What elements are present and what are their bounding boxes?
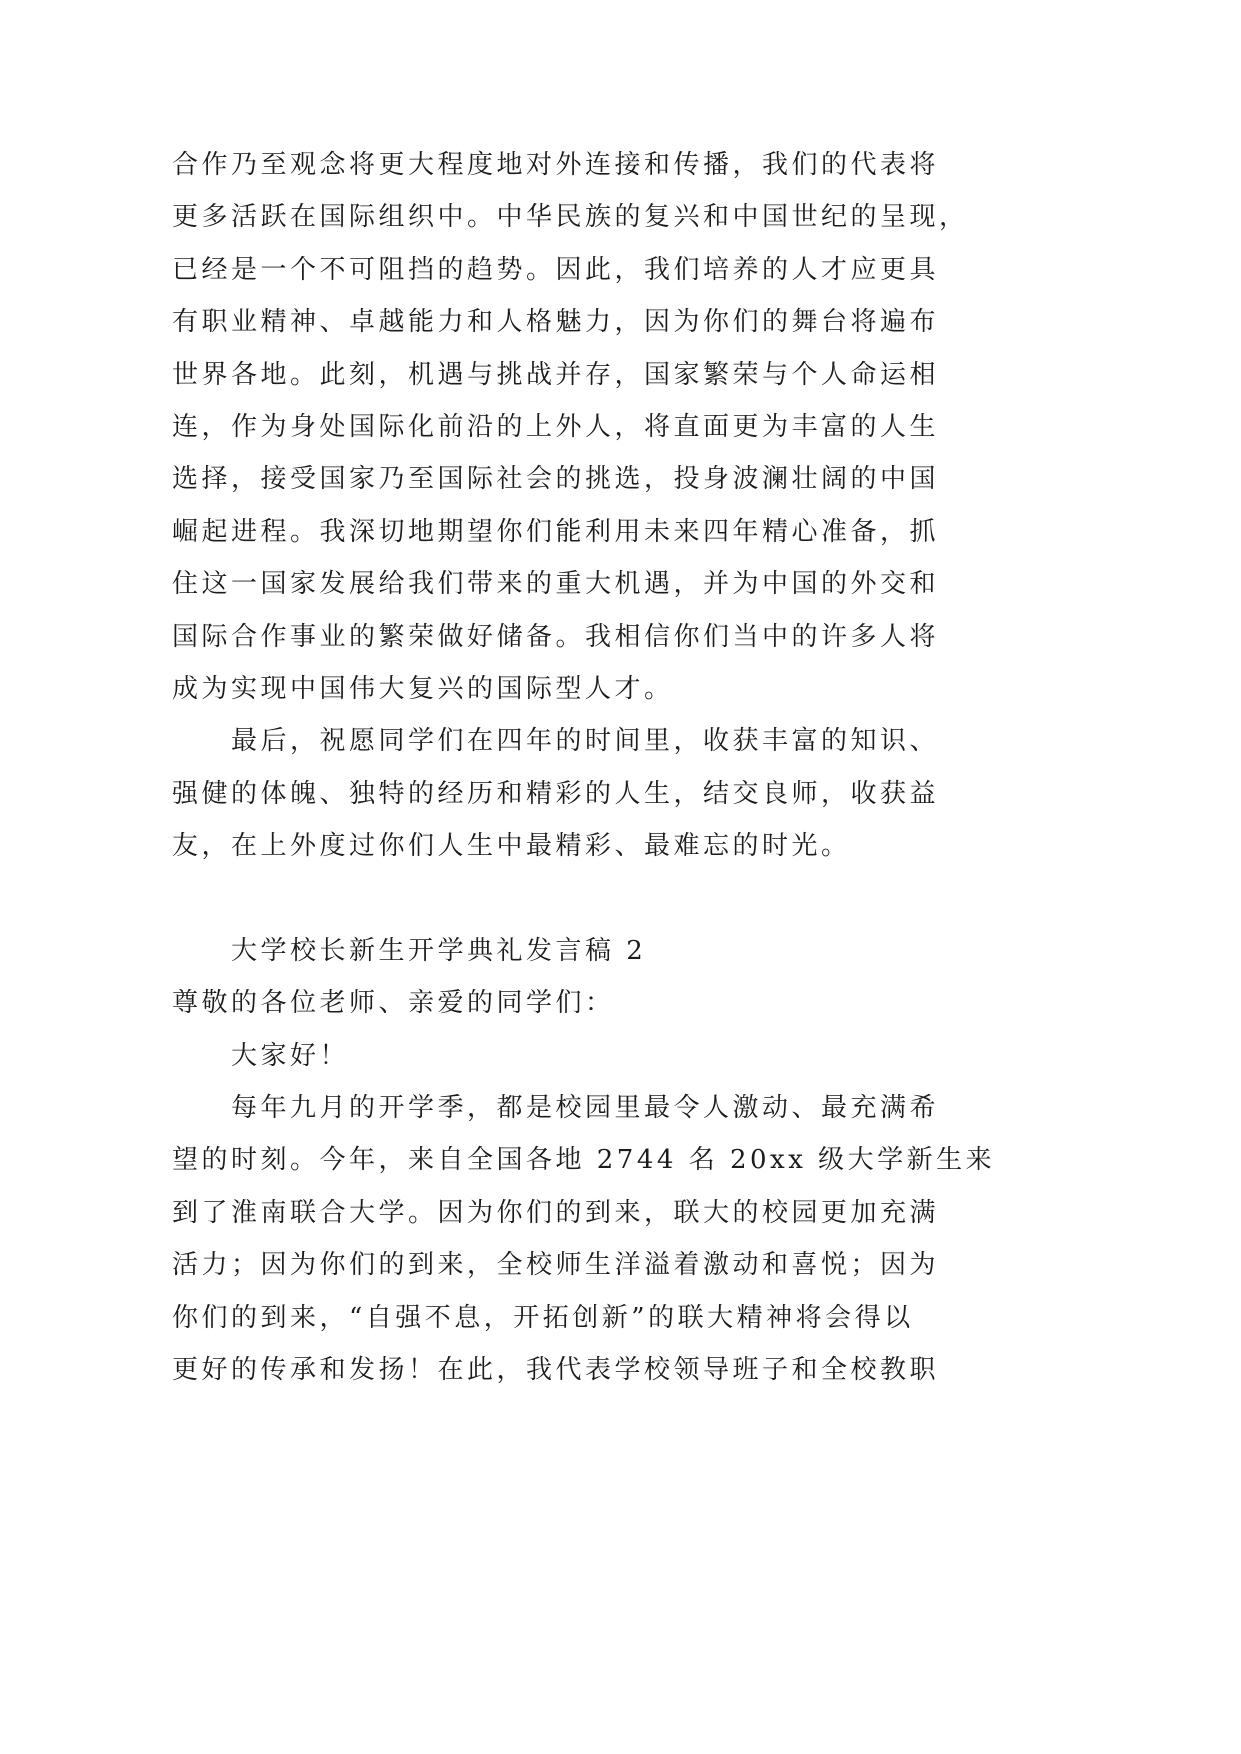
text-line: 更好的传承和发扬！在此，我代表学校领导班子和全校教职 <box>172 1354 940 1385</box>
salutation: 尊敬的各位老师、亲爱的同学们： <box>172 988 615 1019</box>
text-line: 世界各地。此刻，机遇与挑战并存，国家繁荣与个人命运相 <box>172 359 940 390</box>
speech-title: 大学校长新生开学典礼发言稿 2 <box>231 935 647 966</box>
text-line: 每年九月的开学季，都是校园里最令人激动、最充满希 <box>231 1093 940 1124</box>
text-line: 强健的体魄、独特的经历和精彩的人生，结交良师，收获益 <box>172 778 940 809</box>
text-line: 选择，接受国家乃至国际社会的挑选，投身波澜壮阔的中国 <box>172 464 940 495</box>
text-line: 到了淮南联合大学。因为你们的到来，联大的校园更加充满 <box>172 1197 940 1228</box>
paragraph-opening <box>172 1082 1072 1396</box>
text-line: 你们的到来，“自强不息，开拓创新”的联大精神将会得以 <box>172 1302 914 1333</box>
text-line: 望的时刻。今年，来自全国各地 2744 名 20xx 级大学新生来 <box>172 1145 996 1176</box>
text-line: 更多活跃在国际组织中。中华民族的复兴和中国世纪的呈现， <box>172 202 969 233</box>
document-body <box>172 139 1072 1396</box>
text-line: 连，作为身处国际化前沿的上外人，将直面更为丰富的人生 <box>172 411 940 442</box>
greeting: 大家好！ <box>231 1040 350 1071</box>
paragraph-continued <box>172 139 1072 715</box>
text-line: 有职业精神、卓越能力和人格魅力，因为你们的舞台将遍布 <box>172 307 940 338</box>
text-line: 活力；因为你们的到来，全校师生洋溢着激动和喜悦；因为 <box>172 1250 940 1281</box>
text-line: 合作乃至观念将更大程度地对外连接和传播，我们的代表将 <box>172 150 940 180</box>
text-line: 住这一国家发展给我们带来的重大机遇，并为中国的外交和 <box>172 569 940 600</box>
text-line: 国际合作事业的繁荣做好储备。我相信你们当中的许多人将 <box>172 621 940 652</box>
paragraph-closing <box>172 715 1072 872</box>
text-line: 最后，祝愿同学们在四年的时间里，收获丰富的知识、 <box>231 726 940 757</box>
text-line: 成为实现中国伟大复兴的国际型人才。 <box>172 673 674 704</box>
text-line: 友，在上外度过你们人生中最精彩、最难忘的时光。 <box>172 831 851 862</box>
blank-line <box>172 872 1072 924</box>
text-line: 已经是一个不可阻挡的趋势。因此，我们培养的人才应更具 <box>172 254 940 285</box>
text-line: 崛起进程。我深切地期望你们能利用未来四年精心准备，抓 <box>172 516 940 547</box>
